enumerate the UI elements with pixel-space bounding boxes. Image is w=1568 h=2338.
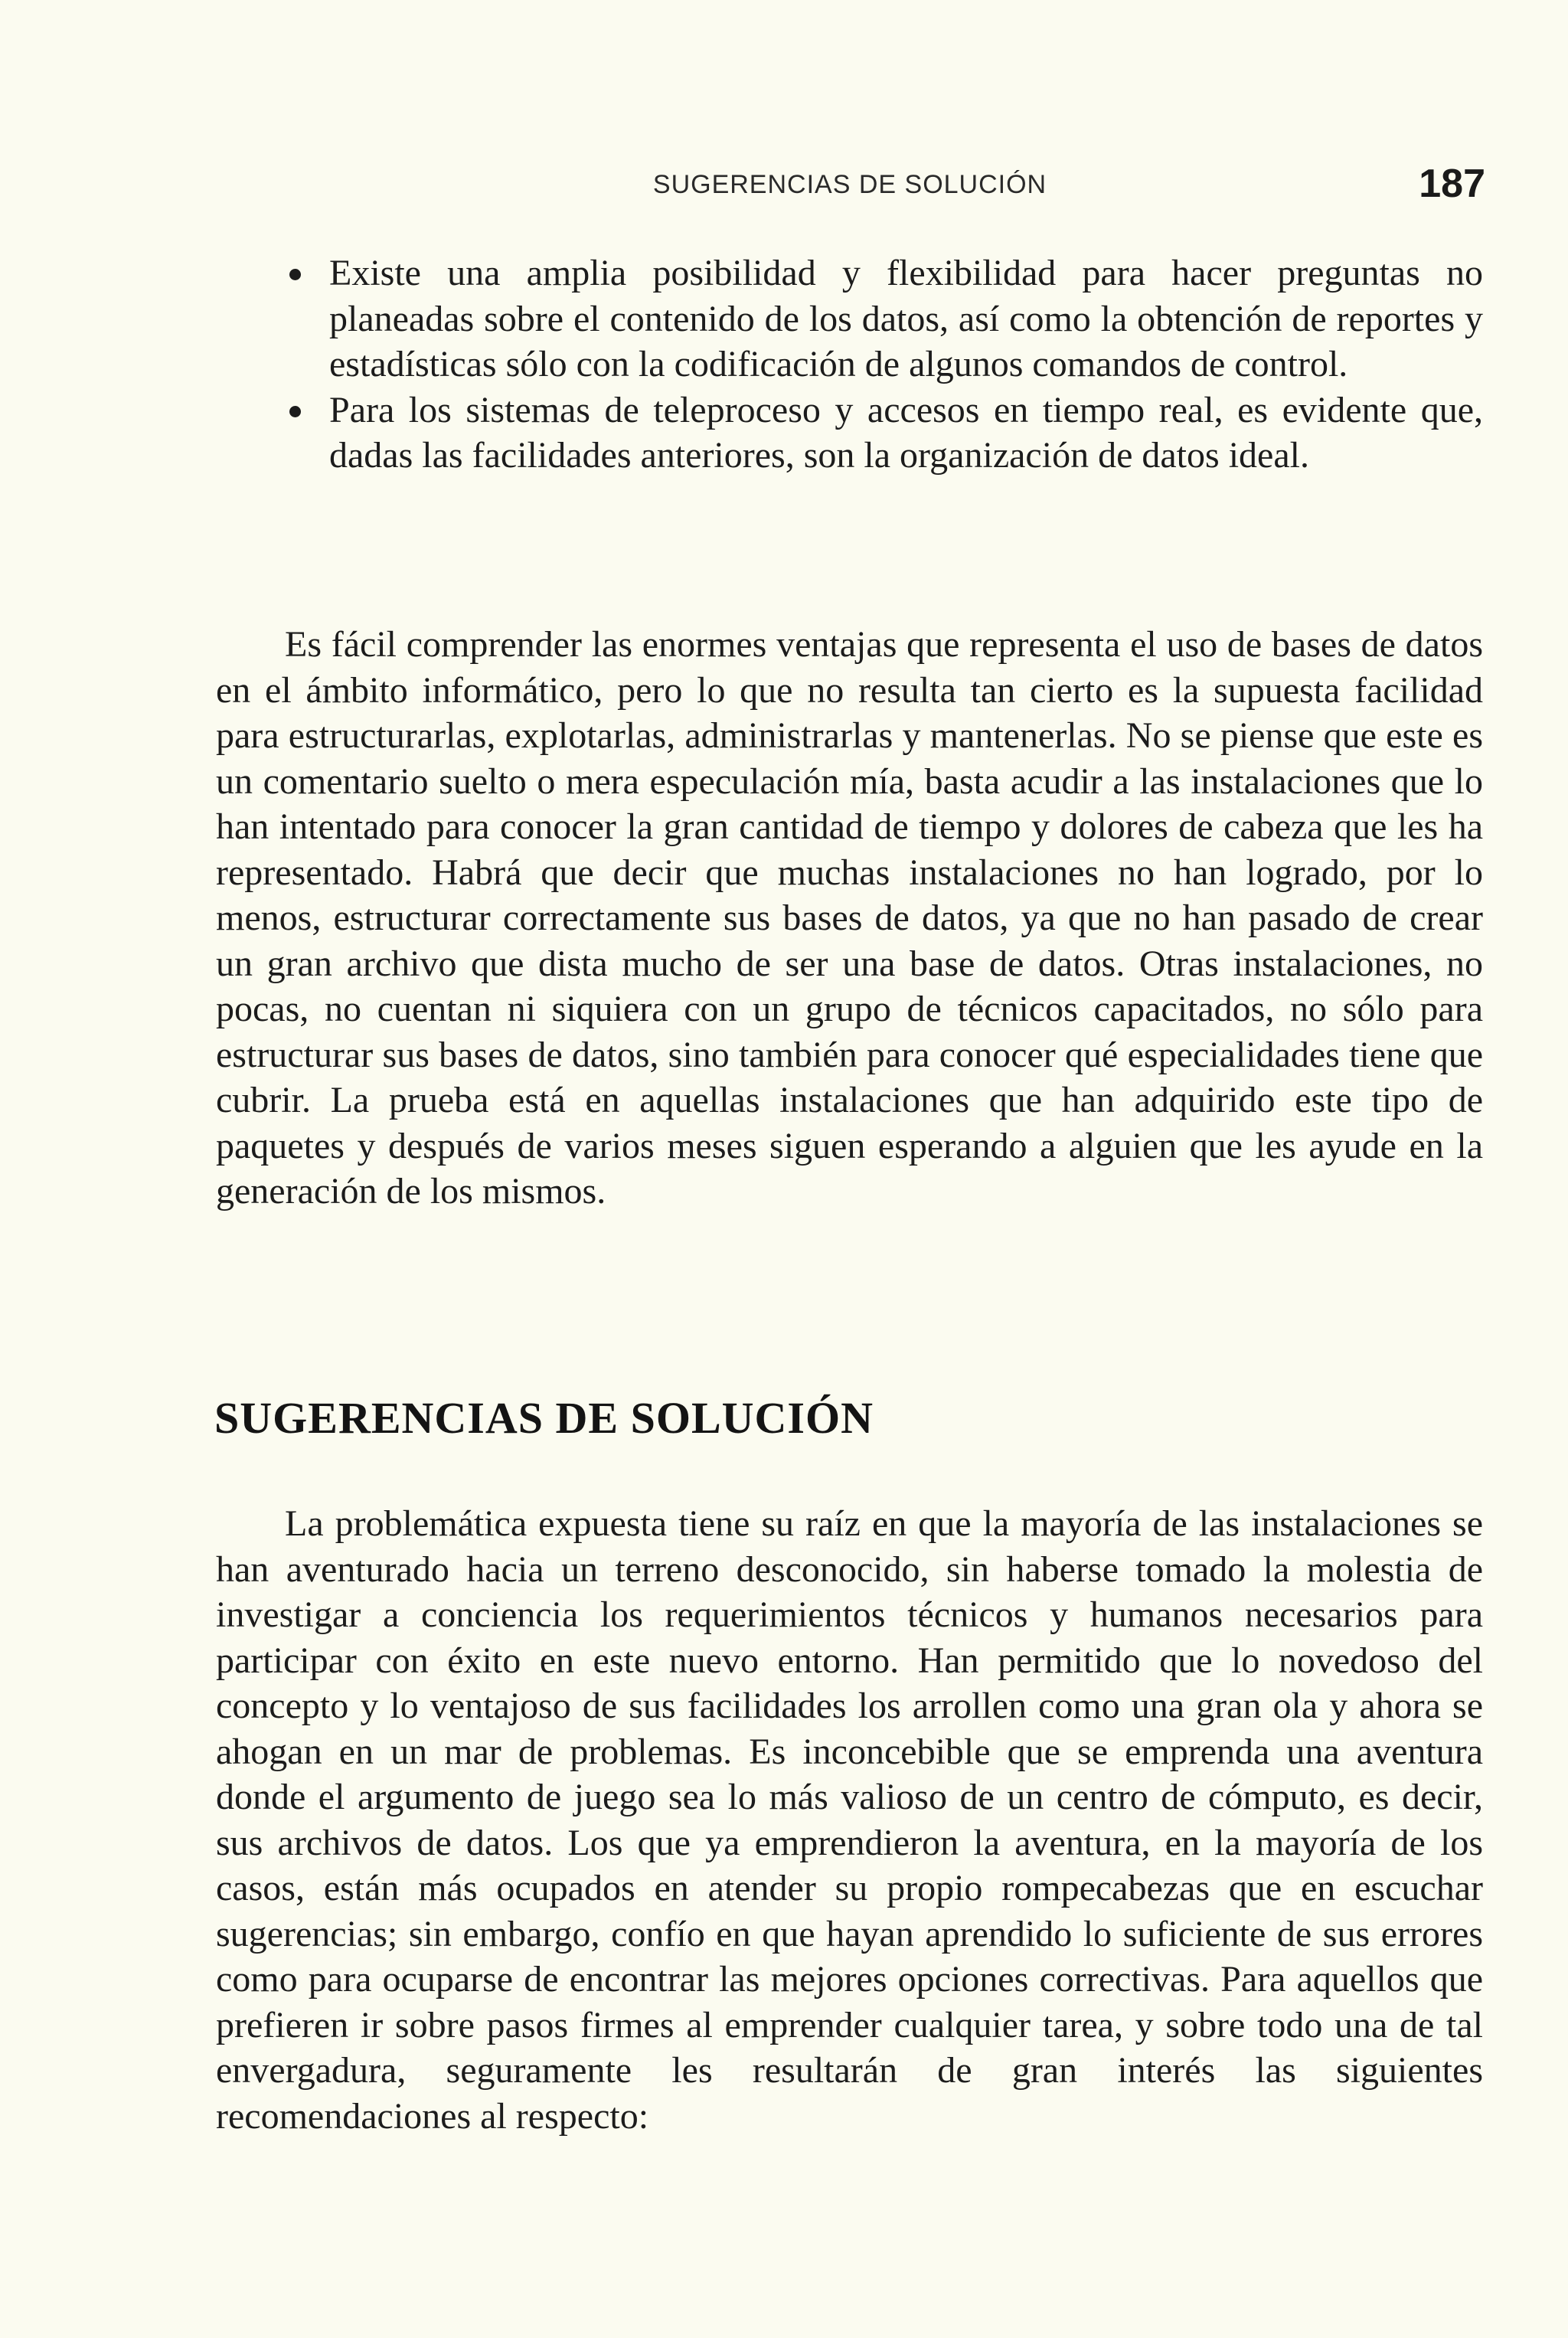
list-item bbox=[216, 250, 1483, 387]
body-paragraph: Es fácil comprender las enormes ventajas que representa el uso de bases de datos en el ámbito informático, pero lo que no resulta tan cierto es la supuesta facilidad para estructurarlas, explotarlas, administrarlas y mantenerlas. No se piense que este es un comentario suelto o mera especulación mía, basta acudir a las instalaciones que lo han intentado para conocer la gran cantidad de tiempo y dolores de cabeza que les ha representado. Habrá que decir que muchas instalaciones no han logrado, por lo menos, estructurar correctamente sus bases de datos, ya que no han pasado de crear un gran archivo que dista mucho de ser una base de datos. Otras instalaciones, no pocas, no cuentan ni siquiera con un grupo de técnicos capacitados, no sólo para estructurar sus bases de datos, sino también para conocer qué especialidades tiene que cubrir. La prueba está en aquellas instalaciones que han adquirido este tipo de paquetes y después de varios meses siguen esperando a alguien que les ayude en la generación de los mismos. bbox=[216, 624, 1483, 1212]
bullet-text: Para los sistemas de teleproceso y accesos en tiempo real, es evidente que, dadas las facilidades anteriores, son la organización de datos ideal. bbox=[329, 389, 1483, 476]
running-header bbox=[214, 162, 1485, 213]
running-title: SUGERENCIAS DE SOLUCIÓN bbox=[652, 170, 1047, 199]
bullet-text: Existe una amplia posibilidad y flexibilidad para hacer preguntas no planeadas sobre el contenido de los datos, así como la obtención de reportes y estadísticas sólo con la codificación de algunos comandos de control. bbox=[329, 253, 1483, 384]
section-heading: SUGERENCIAS DE SOLUCIÓN bbox=[214, 1393, 874, 1443]
list-item bbox=[216, 387, 1483, 479]
bullet-icon bbox=[289, 269, 301, 280]
page-number: 187 bbox=[1419, 162, 1485, 206]
bullet-icon bbox=[289, 406, 301, 417]
bullet-list bbox=[216, 250, 1483, 479]
body-paragraph: La problemática expuesta tiene su raíz en que la mayoría de las instalaciones se han aventurado hacia un terreno desconocido, sin haberse tomado la molestia de investigar a conciencia los requerimientos técnicos y humanos necesarios para participar con éxito en este nuevo entorno. Han permitido que lo novedoso del concepto y lo ventajoso de sus facilidades los arrollen como una gran ola y ahora se ahogan en un mar de problemas. Es inconcebible que se emprenda una aventura donde el argumento de juego sea lo más valioso de un centro de cómputo, es decir, sus archivos de datos. Los que ya emprendieron la aventura, en la mayoría de los casos, están más ocupados en atender su propio rompecabezas que en escuchar sugerencias; sin embargo, confío en que hayan aprendido lo suficiente de sus errores como para ocuparse de encontrar las mejores opciones correctivas. Para aquellos que prefieren ir sobre pasos firmes al emprender cualquier tarea, y sobre todo una de tal envergadura, seguramente les resultarán de gran interés las siguientes recomendaciones al respecto: bbox=[216, 1503, 1483, 2137]
